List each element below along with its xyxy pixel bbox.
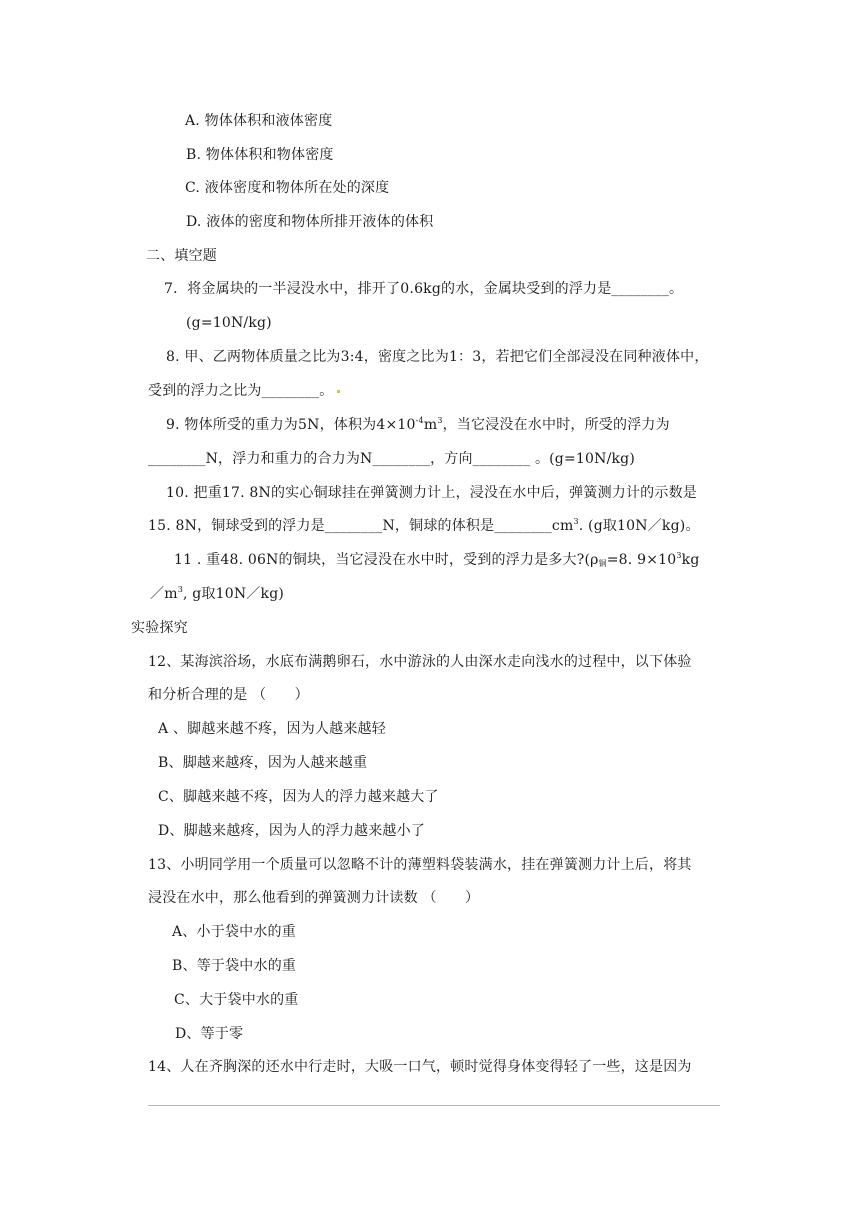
q9-line2: ________N，浮力和重力的合力为N________，方向________ 。(g=10N/kg) (148, 451, 635, 467)
q12-option-d: D、脚越来越疼，因为人的浮力越来越小了 (158, 823, 426, 839)
section-heading-experiment: 实验探究 (131, 620, 188, 636)
q9-line1-a: 9. 物体所受的重力为5N，体积为4×10 (166, 417, 416, 433)
q10-line2 (148, 516, 700, 536)
q11-line1-b: =8. 9×10 (606, 552, 677, 568)
q11-line2-a: ／m (150, 586, 178, 602)
q6-option-c: C. 液体密度和物体所在处的深度 (185, 180, 390, 196)
q10-line1: 10. 把重17. 8N的实心铜球挂在弹簧测力计上，浸没在水中后，弹簧测力计的示数是 (166, 485, 697, 501)
footer-divider (148, 1105, 720, 1106)
q8-line2-text: 受到的浮力之比为________。 (148, 383, 334, 399)
q9-line1-c: ，当它浸没在水中时，所受的浮力为 (442, 417, 670, 433)
scan-speck (337, 390, 340, 393)
q11-line1-sub: 铜 (598, 559, 607, 568)
q11-line2-b: , g取10N／kg) (182, 586, 285, 602)
q7-line2: (g=10N/kg) (186, 315, 272, 331)
q11-line2-sup: 3 (177, 585, 183, 594)
q11-line1-sup: 3 (676, 551, 682, 560)
q13-line1: 13、小明同学用一个质量可以忽略不计的薄塑料袋装满水，挂在弹簧测力计上后，将其 (148, 857, 692, 873)
q6-option-b: B. 物体体积和物体密度 (186, 147, 334, 163)
q9-line1 (166, 415, 670, 435)
q8-line1: 8. 甲、乙两物体质量之比为3:4，密度之比为1：3，若把它们全部浸没在同种液体中， (166, 349, 709, 365)
q12-line2: 和分析合理的是 （ ） (148, 687, 309, 703)
q12-option-b: B、脚越来越疼，因为人越来越重 (158, 755, 368, 771)
q13-option-b: B、等于袋中水的重 (172, 958, 297, 974)
section-heading-fill: 二、填空题 (146, 248, 217, 264)
q11-line1-c: kg (681, 552, 700, 568)
q13-option-a: A、小于袋中水的重 (172, 924, 296, 940)
q12-line1: 12、某海滨浴场，水底布满鹅卵石，水中游泳的人由深水走向浅水的过程中，以下体验 (148, 654, 692, 670)
q14-line1: 14、人在齐胸深的还水中行走时，大吸一口气，顿时觉得身体变得轻了一些，这是因为 (148, 1059, 692, 1075)
q12-option-c: C、脚越来越不疼，因为人的浮力越来越大了 (158, 789, 439, 805)
q12-option-a: A 、脚越来越不疼，因为人越来越轻 (158, 721, 386, 737)
q6-option-a: A. 物体体积和液体密度 (185, 113, 333, 129)
q10-line2-sup: 3 (573, 517, 579, 526)
q9-line1-sup: -4 (415, 416, 424, 425)
q9-line1-b: m (423, 417, 438, 433)
q6-option-d: D. 液体的密度和物体所排开液体的体积 (186, 214, 434, 230)
q13-option-c: C、大于袋中水的重 (174, 992, 299, 1008)
q8-line2 (148, 381, 340, 401)
q7-line1: 7．将金属块的一半浸没水中，排开了0.6kg的水，金属块受到的浮力是________。 (164, 281, 684, 297)
q10-line2-a: 15. 8N，铜球受到的浮力是________N，铜球的体积是________cm (148, 518, 574, 534)
q10-line2-b: . (g取10N／kg)。 (578, 518, 700, 534)
q13-line2: 浸没在水中，那么他看到的弹簧测力计读数 （ ） (148, 890, 480, 906)
q11-line1 (174, 550, 700, 570)
q13-option-d: D、等于零 (175, 1026, 244, 1042)
q11-line2 (150, 584, 284, 604)
q11-line1-a: 11 . 重48. 06N的铜块，当它浸没在水中时，受到的浮力是多大?(ρ (174, 552, 599, 568)
q9-line1-sup2: 3 (437, 416, 443, 425)
